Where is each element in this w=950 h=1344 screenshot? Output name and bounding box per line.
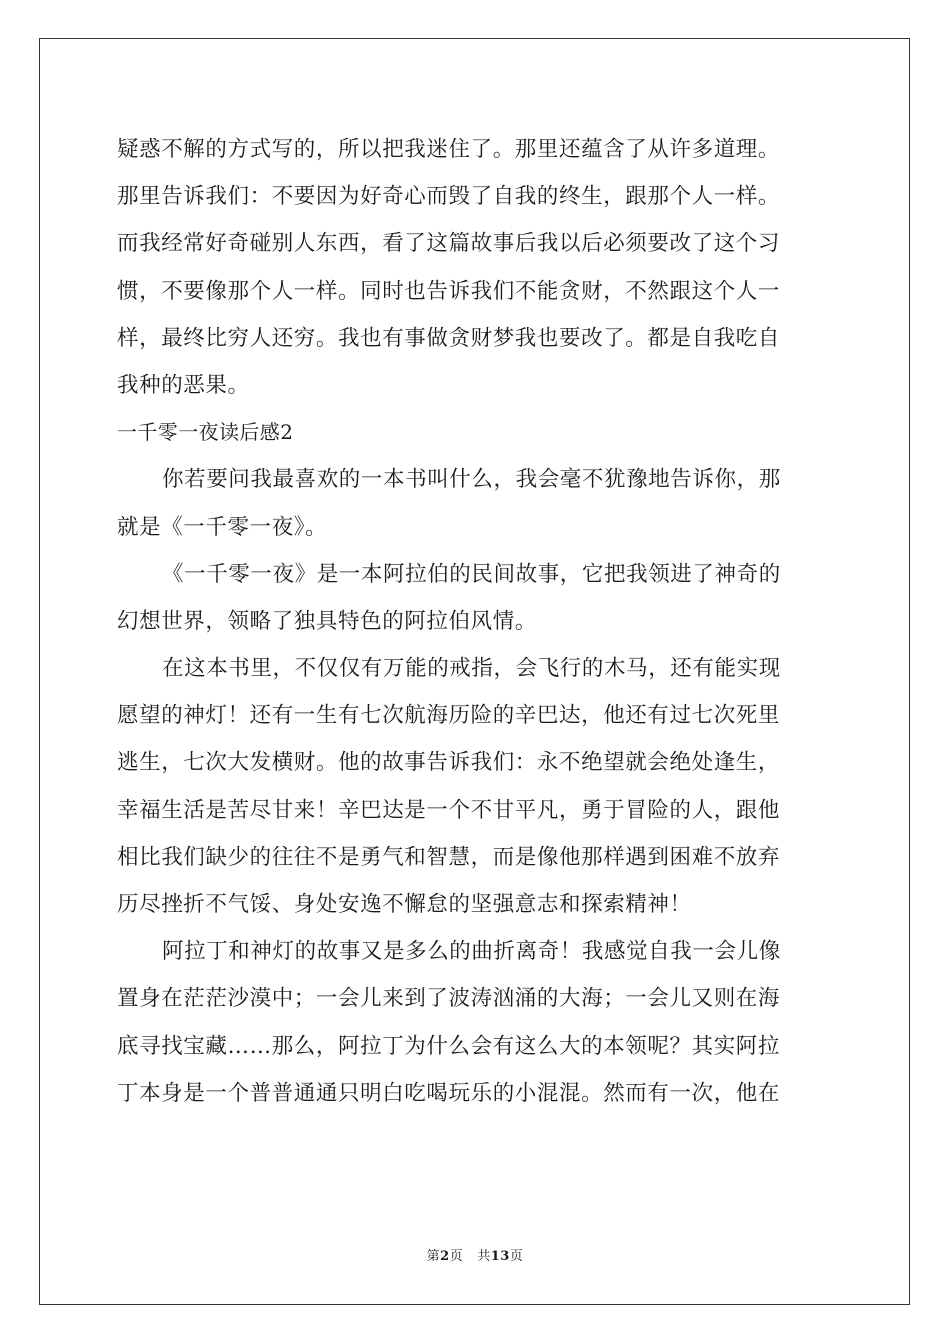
text-line: 惯，不要像那个人一样。同时也告诉我们不能贪财，不然跟这个人一 [117, 278, 781, 304]
text-line: 而我经常好奇碰别人东西，看了这篇故事后我以后必须要改了这个习 [117, 231, 781, 257]
text-line: 历尽挫折不气馁、身处安逸不懈怠的坚强意志和探索精神！ [117, 892, 692, 917]
text-line: 幻想世界，领略了独具特色的阿拉伯风情。 [117, 608, 537, 634]
section-title: 一千零一夜读后感2 [117, 420, 294, 445]
text-line: 疑惑不解的方式写的，所以把我迷住了。那里还蕴含了从许多道理。 [117, 137, 781, 162]
total-unit: 页 [509, 1249, 524, 1264]
text-line: 幸福生活是苦尽甘来！辛巴达是一个不甘平凡，勇于冒险的人，跟他 [117, 797, 781, 823]
text-line: 愿望的神灯！还有一生有七次航海历险的辛巴达，他还有过七次死里 [117, 703, 781, 729]
total-page-count: 13 [490, 1249, 510, 1264]
text-line: 相比我们缺少的往往不是勇气和智慧，而是像他那样遇到困难不放弃 [117, 844, 781, 870]
text-line: 底寻找宝藏……那么，阿拉丁为什么会有这么大的本领呢？其实阿拉 [117, 1033, 781, 1059]
text-line: 逃生，七次大发横财。他的故事告诉我们：永不绝望就会绝处逢生， [117, 750, 781, 776]
text-line: 你若要问我最喜欢的一本书叫什么，我会毫不犹豫地告诉你，那 [162, 467, 781, 493]
text-line: 就是《一千零一夜》。 [117, 514, 328, 540]
text-line: 样，最终比穷人还穷。我也有事做贪财梦我也要改了。都是自我吃自 [117, 325, 781, 351]
page-footer [0, 1245, 950, 1264]
text-line: 那里告诉我们：不要因为好奇心而毁了自我的终生，跟那个人一样。 [117, 184, 781, 210]
current-page-number: 2 [440, 1249, 450, 1264]
page-unit: 页 [449, 1249, 464, 1264]
page-prefix: 第 [426, 1249, 441, 1264]
text-line: 我种的恶果。 [117, 372, 250, 398]
text-line: 在这本书里，不仅仅有万能的戒指，会飞行的木马，还有能实现 [162, 656, 781, 682]
text-line: 《一千零一夜》是一本阿拉伯的民间故事，它把我领进了神奇的 [162, 561, 781, 587]
text-line: 丁本身是一个普普通通只明白吃喝玩乐的小混混。然而有一次，他在 [117, 1080, 781, 1106]
text-line: 置身在茫茫沙漠中；一会儿来到了波涛汹涌的大海；一会儿又则在海 [117, 986, 781, 1012]
document-body [117, 126, 833, 1117]
total-prefix: 共 [477, 1249, 491, 1264]
text-line: 阿拉丁和神灯的故事又是多么的曲折离奇！我感觉自我一会儿像 [162, 939, 781, 965]
